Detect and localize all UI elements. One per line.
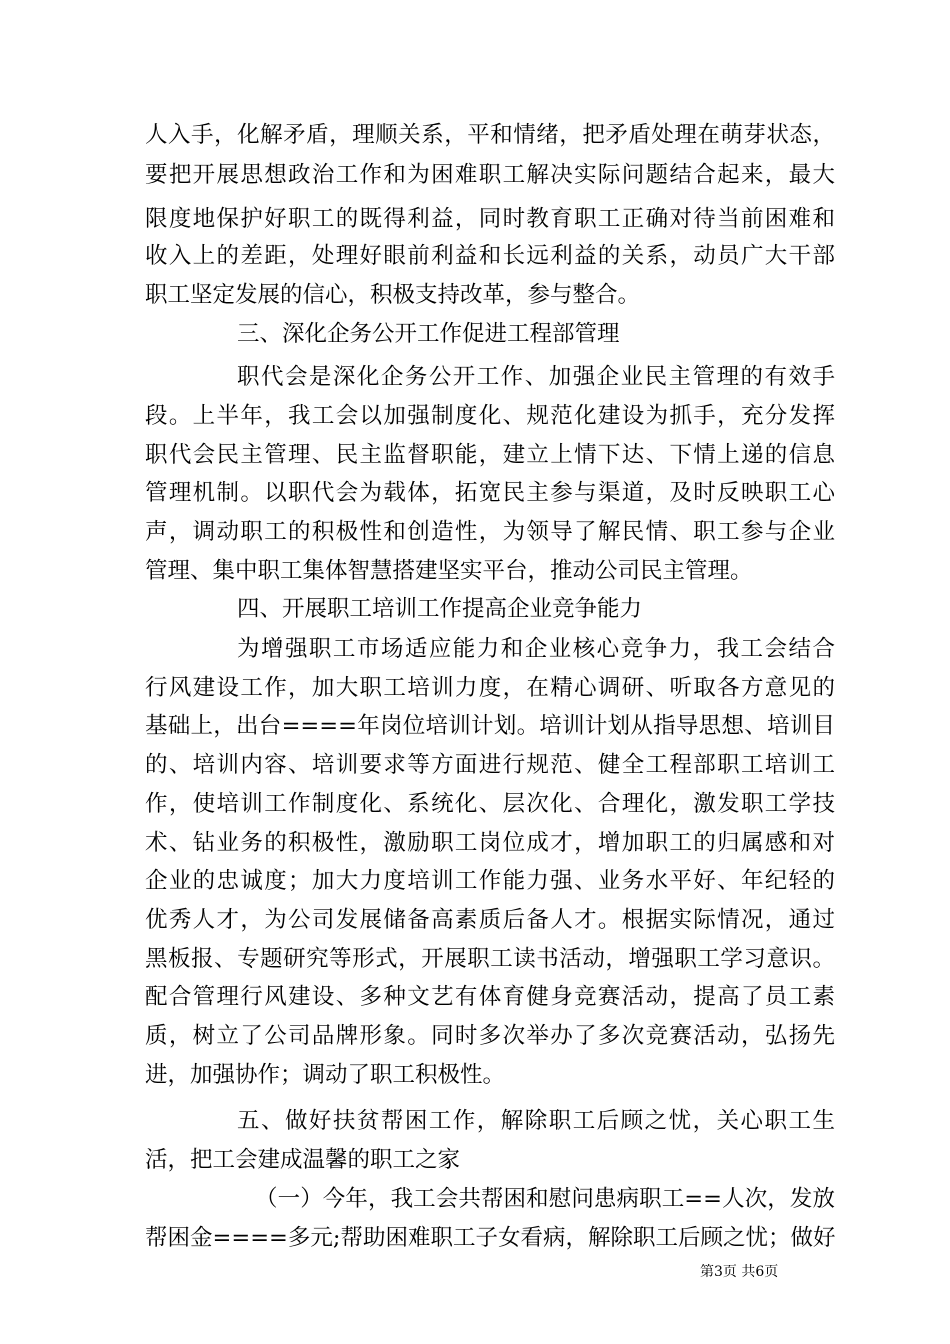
text-line: 人入手，化解矛盾，理顺关系，平和情绪，把矛盾处理在萌芽状态，: [145, 122, 835, 148]
text-line: 优秀人才，为公司发展储备高素质后备人才。根据实际情况，通过: [145, 907, 835, 933]
text-line: 职工坚定发展的信心，积极支持改革，参与整合。: [145, 282, 641, 308]
text-line: 行风建设工作，加大职工培训力度，在精心调研、听取各方意见的: [145, 675, 835, 701]
section-heading: 三、深化企务公开工作促进工程部管理: [237, 321, 620, 347]
text-line: 管理机制。以职代会为载体，拓宽民主参与渠道，及时反映职工心: [145, 480, 835, 506]
text-line: 进，加强协作；调动了职工积极性。: [145, 1062, 506, 1088]
text-line: 管理、集中职工集体智慧搭建坚实平台，推动公司民主管理。: [145, 558, 753, 584]
text-line: 帮困金====多元;帮助困难职工子女看病，解除职工后顾之忧；做好: [145, 1225, 836, 1251]
text-line: 企业的忠诚度；加大力度培训工作能力强、业务水平好、年纪轻的: [145, 868, 835, 894]
text-line: 职代会民主管理、民主监督职能，建立上情下达、下情上递的信息: [145, 442, 835, 468]
text-line: 基础上，出台====年岗位培训计划。培训计划从指导思想、培训目: [145, 713, 835, 739]
text-line: 黑板报、专题研究等形式，开展职工读书活动，增强职工学习意识。: [145, 946, 835, 972]
text-line: 术、钻业务的积极性，激励职工岗位成才，增加职工的归属感和对: [145, 830, 835, 856]
text-line: 限度地保护好职工的既得利益，同时教育职工正确对待当前困难和: [145, 206, 835, 232]
text-line: 作，使培训工作制度化、系统化、层次化、合理化，激发职工学技: [145, 791, 835, 817]
text-line: 要把开展思想政治工作和为困难职工解决实际问题结合起来，最大: [145, 162, 835, 188]
section-heading: 四、开展职工培训工作提高企业竞争能力: [237, 596, 643, 622]
text-line: 配合管理行风建设、多种文艺有体育健身竞赛活动，提高了员工素: [145, 984, 835, 1010]
text-line: 收入上的差距，处理好眼前利益和长远利益的关系，动员广大干部: [145, 243, 835, 269]
text-line: 声，调动职工的积极性和创造性，为领导了解民情、职工参与企业: [145, 519, 835, 545]
paragraph-first-line: 职代会是深化企务公开工作、加强企业民主管理的有效手: [237, 364, 835, 390]
section-heading: 五、做好扶贫帮困工作，解除职工后顾之忧，关心职工生: [237, 1108, 835, 1134]
text-line: 段。上半年，我工会以加强制度化、规范化建设为抓手，充分发挥: [145, 403, 835, 429]
page-number: 第3页 共6页: [700, 1264, 779, 1280]
section-heading-continued: 活，把工会建成温馨的职工之家: [145, 1147, 461, 1173]
paragraph-first-line: 为增强职工市场适应能力和企业核心竞争力，我工会结合: [237, 636, 835, 662]
text-line: 质，树立了公司品牌形象。同时多次举办了多次竞赛活动，弘扬先: [145, 1023, 835, 1049]
paragraph-first-line: （一）今年，我工会共帮困和慰问患病职工==人次，发放: [255, 1186, 835, 1212]
text-line: 的、培训内容、培训要求等方面进行规范、健全工程部职工培训工: [145, 752, 835, 778]
